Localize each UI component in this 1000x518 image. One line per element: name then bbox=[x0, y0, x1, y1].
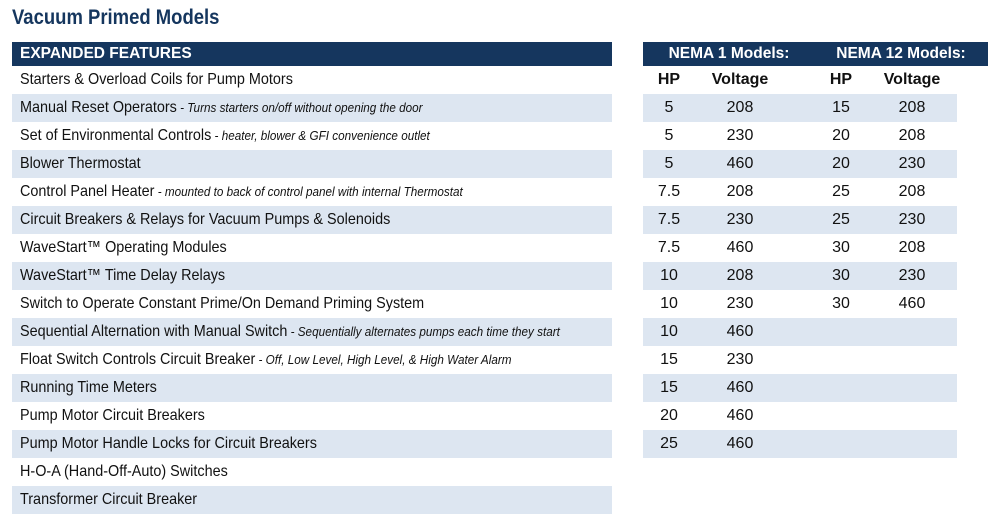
nema12-voltage-cell: 460 bbox=[898, 295, 926, 312]
nema12-hp-cell: 15 bbox=[815, 94, 867, 122]
nema12-hp-cell: 25 bbox=[815, 206, 867, 234]
feature-row bbox=[12, 94, 612, 122]
feature-note: - Sequentially alternates pumps each time they start bbox=[287, 324, 560, 339]
feature-text: WaveStart™ Operating Modules bbox=[20, 239, 227, 256]
table-row bbox=[643, 94, 988, 122]
table-row bbox=[643, 150, 988, 178]
table-row bbox=[643, 206, 988, 234]
nema12-hp-cell bbox=[815, 402, 867, 430]
nema12-hp-cell bbox=[815, 318, 867, 346]
spacer-cell bbox=[785, 234, 815, 262]
spacer-cell bbox=[785, 430, 815, 458]
spacer-cell bbox=[785, 374, 815, 402]
nema12-hp-header: HP bbox=[829, 71, 853, 88]
nema12-hp-cell: 30 bbox=[815, 262, 867, 290]
feature-row bbox=[12, 318, 612, 346]
spacer-cell bbox=[785, 150, 815, 178]
nema1-voltage-cell: 208 bbox=[695, 94, 785, 122]
nema1-hp-cell: 7.5 bbox=[657, 183, 681, 200]
feature-rows bbox=[12, 66, 612, 514]
nema1-hp-cell: 7.5 bbox=[643, 206, 695, 234]
feature-text: Pump Motor Circuit Breakers bbox=[20, 407, 205, 424]
feature-text: H-O-A (Hand-Off-Auto) Switches bbox=[20, 463, 228, 480]
nema12-voltage-cell bbox=[867, 318, 957, 346]
spacer-cell bbox=[785, 290, 815, 318]
nema12-hp-cell: 30 bbox=[832, 239, 850, 256]
nema1-voltage-cell: 230 bbox=[695, 206, 785, 234]
feature-row bbox=[12, 262, 612, 290]
nema-column-headers bbox=[643, 66, 988, 94]
feature-text: Float Switch Controls Circuit Breaker bbox=[20, 351, 256, 368]
table-row bbox=[643, 346, 988, 374]
feature-note: - heater, blower & GFI convenience outlet bbox=[211, 128, 430, 143]
nema1-voltage-cell: 208 bbox=[726, 183, 754, 200]
nema1-voltage-cell: 460 bbox=[726, 239, 754, 256]
table-row bbox=[643, 234, 988, 262]
nema12-hp-cell: 30 bbox=[832, 295, 850, 312]
table-row bbox=[643, 374, 988, 402]
nema1-hp-header: HP bbox=[657, 71, 681, 88]
nema1-voltage-cell: 460 bbox=[695, 318, 785, 346]
nema12-voltage-cell: 208 bbox=[898, 183, 926, 200]
table-row bbox=[643, 290, 988, 318]
feature-row bbox=[12, 486, 612, 514]
nema12-hp-cell: 20 bbox=[832, 127, 850, 144]
nema12-voltage-cell: 208 bbox=[898, 239, 926, 256]
nema1-hp-cell: 5 bbox=[664, 127, 674, 144]
nema1-voltage-cell: 460 bbox=[695, 150, 785, 178]
feature-text: Control Panel Heater bbox=[20, 183, 155, 200]
features-table bbox=[12, 42, 612, 514]
nema12-voltage-header: Voltage bbox=[883, 71, 941, 88]
nema1-hp-cell: 7.5 bbox=[657, 239, 681, 256]
feature-note: - mounted to back of control panel with internal Thermostat bbox=[154, 184, 463, 199]
feature-note: - Turns starters on/off without opening the door bbox=[176, 100, 423, 115]
nema-header bbox=[643, 42, 988, 66]
nema12-voltage-cell bbox=[867, 374, 957, 402]
nema1-hp-cell: 15 bbox=[660, 351, 678, 368]
nema1-hp-cell: 10 bbox=[643, 318, 695, 346]
features-header: EXPANDED FEATURES bbox=[12, 42, 612, 66]
nema12-voltage-cell: 230 bbox=[867, 206, 957, 234]
nema1-voltage-cell: 230 bbox=[726, 351, 754, 368]
table-row bbox=[643, 430, 988, 458]
nema12-voltage-cell bbox=[867, 402, 957, 430]
nema1-header: NEMA 1 Models: bbox=[668, 45, 790, 62]
feature-row bbox=[12, 206, 612, 234]
spacer-cell bbox=[785, 94, 815, 122]
feature-row bbox=[12, 402, 612, 430]
feature-row bbox=[12, 234, 612, 262]
spacer-cell bbox=[785, 206, 815, 234]
nema12-voltage-cell: 208 bbox=[867, 94, 957, 122]
nema-table bbox=[643, 42, 988, 458]
feature-text: Set of Environmental Controls bbox=[20, 127, 212, 144]
table-row bbox=[643, 122, 988, 150]
table-row bbox=[643, 178, 988, 206]
feature-text: Running Time Meters bbox=[20, 379, 157, 396]
feature-row bbox=[12, 122, 612, 150]
feature-row bbox=[12, 178, 612, 206]
nema1-hp-cell: 10 bbox=[643, 262, 695, 290]
feature-text: Manual Reset Operators bbox=[20, 99, 177, 116]
nema1-hp-cell: 10 bbox=[660, 295, 678, 312]
nema12-voltage-cell bbox=[867, 346, 957, 374]
spacer-cell bbox=[785, 402, 815, 430]
nema12-voltage-cell: 230 bbox=[867, 262, 957, 290]
feature-text: Blower Thermostat bbox=[20, 155, 141, 172]
feature-row bbox=[12, 66, 612, 94]
nema12-voltage-cell: 208 bbox=[898, 127, 926, 144]
page-title: Vacuum Primed Models bbox=[12, 6, 220, 29]
nema-rows bbox=[643, 94, 988, 458]
feature-row bbox=[12, 374, 612, 402]
table-row bbox=[643, 402, 988, 430]
nema12-voltage-cell: 230 bbox=[867, 150, 957, 178]
nema12-voltage-cell bbox=[867, 430, 957, 458]
feature-note: - Off, Low Level, High Level, & High Water Alarm bbox=[255, 352, 512, 367]
table-row bbox=[643, 318, 988, 346]
nema12-hp-cell bbox=[815, 374, 867, 402]
nema1-voltage-cell: 460 bbox=[695, 430, 785, 458]
feature-row bbox=[12, 290, 612, 318]
nema12-hp-cell bbox=[815, 430, 867, 458]
nema12-hp-cell: 20 bbox=[815, 150, 867, 178]
nema12-hp-cell: 25 bbox=[832, 183, 850, 200]
nema1-hp-cell: 15 bbox=[643, 374, 695, 402]
feature-row bbox=[12, 346, 612, 374]
feature-text: Sequential Alternation with Manual Switch bbox=[20, 323, 288, 340]
feature-text: WaveStart™ Time Delay Relays bbox=[20, 267, 226, 284]
spacer-cell bbox=[785, 178, 815, 206]
spacer-cell bbox=[785, 346, 815, 374]
nema1-voltage-cell: 460 bbox=[726, 407, 754, 424]
spacer-cell bbox=[785, 318, 815, 346]
feature-text: Transformer Circuit Breaker bbox=[20, 491, 198, 508]
nema1-hp-cell: 20 bbox=[660, 407, 678, 424]
nema1-voltage-header: Voltage bbox=[711, 71, 769, 88]
nema1-hp-cell: 5 bbox=[643, 94, 695, 122]
nema12-header: NEMA 12 Models: bbox=[836, 45, 966, 62]
feature-text: Switch to Operate Constant Prime/On Demand Priming System bbox=[20, 295, 425, 312]
nema1-voltage-cell: 230 bbox=[726, 295, 754, 312]
nema1-voltage-cell: 460 bbox=[695, 374, 785, 402]
feature-row bbox=[12, 458, 612, 486]
nema1-hp-cell: 25 bbox=[643, 430, 695, 458]
feature-row bbox=[12, 150, 612, 178]
nema1-hp-cell: 5 bbox=[643, 150, 695, 178]
feature-text: Pump Motor Handle Locks for Circuit Breakers bbox=[20, 435, 317, 452]
table-row bbox=[643, 262, 988, 290]
feature-text: Circuit Breakers & Relays for Vacuum Pumps & Solenoids bbox=[20, 211, 391, 228]
spacer-cell bbox=[785, 262, 815, 290]
feature-row bbox=[12, 430, 612, 458]
feature-text: Starters & Overload Coils for Pump Motors bbox=[20, 71, 293, 88]
nema12-hp-cell bbox=[815, 346, 867, 374]
nema1-voltage-cell: 208 bbox=[695, 262, 785, 290]
nema1-voltage-cell: 230 bbox=[726, 127, 754, 144]
spacer-cell bbox=[785, 122, 815, 150]
